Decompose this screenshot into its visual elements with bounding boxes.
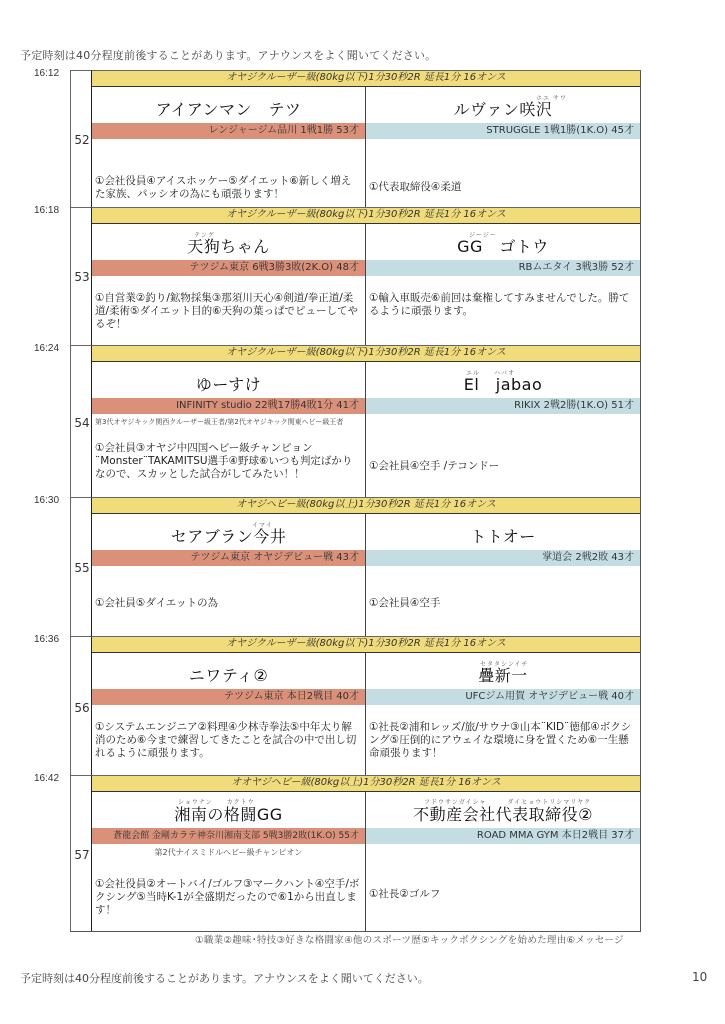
bout-card [92, 345, 641, 497]
fighter-profile: ①輸入車販売⑥前回は棄権してすみませんでした。勝てるように頑張ります。 [369, 292, 630, 317]
fighter-profile: ①会社員⑤ダイエットの為 [95, 597, 218, 609]
bout-number-cell [70, 207, 92, 345]
fighter-furigana: エル ハバオ [466, 370, 516, 377]
gym-record: STRUGGLE 1戦1勝(1K.O) 45才 [366, 123, 640, 139]
bout-54 [0, 345, 725, 497]
fighter-furigana: ショウナン カクトウ [178, 799, 255, 806]
right-fighter [366, 792, 640, 931]
fighter-profile: ①代表取締役④柔道 [369, 181, 462, 193]
bout-number: 55 [74, 561, 90, 575]
bout-55 [0, 497, 725, 636]
right-fighter [366, 653, 640, 775]
gym-record: 掌道会 2戦2敗 43才 [366, 550, 640, 566]
gym-record: INFINITY studio 22戦17勝4敗1分 41才 [92, 398, 365, 414]
bout-number-cell [70, 70, 92, 207]
bout-57 [0, 775, 725, 931]
fighter-furigana: イマイ [252, 522, 273, 529]
fighter-profile: ①自営業②釣り/鉱物採集③那須川天心④剣道/拳正道/柔道/柔術⑤ダイエット目的⑥天狗の葉っぱでピューしてやるぞ！ [95, 292, 359, 330]
bout-time: 16:36 [34, 634, 60, 645]
division-bar: オヤジクルーザー級(80kg以下)1分30秒2R 延長1分 16オンス [92, 71, 640, 87]
fighter-name: 湘南の格闘GG [174, 805, 283, 824]
bout-number-cell [70, 636, 92, 775]
fighter-name: GG ゴトウ [457, 237, 549, 256]
fighter-furigana: フドウサンガイシャ ダイヒョウトリシマリヤク [424, 799, 592, 806]
right-fighter [366, 87, 640, 207]
bout-time: 16:12 [34, 68, 60, 79]
bout-number: 53 [74, 270, 90, 284]
bout-time: 16:42 [34, 773, 60, 784]
right-fighter [366, 362, 640, 497]
gym-record: テツジム東京 オヤジデビュー戦 43才 [92, 550, 365, 566]
division-bar: オヤジヘビー級(80kg以上)1分30秒2R 延長1分 16オンス [92, 498, 640, 514]
left-fighter [92, 224, 366, 345]
bout-card [92, 70, 641, 207]
fighter-profile: ①会社員④空手 /テコンドー [369, 460, 500, 472]
bout-card [92, 497, 641, 636]
schedule-notice-bottom: 予定時刻は40分程度前後することがあります。アナウンスをよく聞いてください。 [20, 972, 429, 985]
fighter-furigana: テング [194, 232, 215, 239]
gym-record: RBムエタイ 3戦3勝 52才 [366, 260, 640, 276]
fighter-name: セアブラン今井 [170, 527, 287, 546]
fighter-profile: ①会社役員②オートバイ/ゴルフ③マークハント④空手/ボクシング⑤当時K-1が全盛期だったので⑥1から出直します！ [95, 878, 360, 916]
left-fighter [92, 792, 366, 931]
bout-52 [0, 70, 725, 207]
bout-53 [0, 207, 725, 345]
right-fighter [366, 514, 640, 636]
bout-56 [0, 636, 725, 775]
fighter-profile: ①システムエンジニア②料理④少林寺拳法⑤中年太り解消のため⑥今まで練習してきたことを試合の中で出し切れるように頑張ります。 [95, 721, 357, 759]
fighter-furigana: ジージー [469, 232, 497, 239]
bout-card [92, 636, 641, 775]
left-fighter [92, 362, 366, 497]
division-bar: オヤジクルーザー級(80kg以下)1分30秒2R 延長1分 16オンス [92, 208, 640, 224]
gym-record: ROAD MMA GYM 本日2戦目 37才 [366, 828, 640, 844]
right-fighter [366, 224, 640, 345]
fighter-title: 第3代オヤジキック関西クルーザー級王者/第2代オヤジキック関東ヘビー級王者 [95, 418, 344, 426]
gym-record: 蒼龍会館 金剛カラテ神奈川湘南支部 5戦3勝2敗(1K.O) 55才 [92, 828, 365, 844]
fighter-profile: ①会社員④空手 [369, 597, 441, 609]
bout-card [92, 207, 641, 345]
gym-record: UFCジム用賀 オヤジデビュー戦 40才 [366, 689, 640, 705]
fighter-name: トトオー [470, 527, 536, 546]
bout-number-cell [70, 775, 92, 931]
gym-record: RIKIX 2戦2勝(1K.O) 51才 [366, 398, 640, 414]
bout-number: 54 [74, 416, 90, 430]
fighter-name: El jabao [463, 375, 543, 394]
page-number: 10 [692, 970, 708, 984]
left-fighter [92, 87, 366, 207]
profile-legend: ①職業②趣味･特技③好きな格闘家④他のスポーツ歴⑤キックボクシングを始めた理由⑥メッセージ [195, 935, 624, 946]
bout-number-cell [70, 345, 92, 497]
fighter-profile: ①社長②浦和レッズ/旅/サウナ③山本¨KID¨徳郁④ボクシング⑤圧倒的にアウェイな環境に身を置くため⑥一生懸命頑張ります！ [369, 721, 632, 759]
fighter-profile: ①社長②ゴルフ [369, 888, 441, 900]
bout-time: 16:18 [34, 205, 60, 216]
fighter-name: 疊新一 [478, 666, 528, 685]
bout-number: 57 [74, 848, 90, 862]
schedule-notice-top: 予定時刻は40分程度前後することがあります。アナウンスをよく聞いてください。 [20, 49, 437, 62]
gym-record: テツジム東京 本日2戦目 40才 [92, 689, 365, 705]
division-bar: オヤジクルーザー級(80kg以下)1分30秒2R 延長1分 16オンス [92, 637, 640, 653]
left-fighter [92, 653, 366, 775]
fighter-furigana: セタタシンイチ [480, 661, 529, 668]
bout-number: 52 [74, 133, 90, 147]
fighter-profile: ①会社役員④アイスホッケー⑤ダイエット⑥新しく増えた家族、パッシオの為にも頑張ります！ [95, 175, 352, 200]
bout-time: 16:30 [34, 495, 60, 506]
fighter-name: 天狗ちゃん [187, 237, 270, 256]
bout-number: 56 [74, 701, 90, 715]
division-bar: オオヤジヘビー級(80kg以上)1分30秒2R 延長1分 16オンス [92, 776, 640, 792]
fighter-title: 第2代ナイスミドルヘビー級チャンピオン [154, 848, 303, 857]
fighter-name: ルヴァン咲沢 [453, 100, 553, 119]
left-fighter [92, 514, 366, 636]
bout-time: 16:24 [34, 343, 60, 354]
fighter-name: 不動産会社代表取締役② [413, 805, 593, 824]
bout-card [92, 775, 641, 931]
gym-record: テツジム東京 6戦3勝3敗(2K.O) 48才 [92, 260, 365, 276]
bout-number-cell [70, 497, 92, 636]
division-bar: オヤジクルーザー級(80kg以下)1分30秒2R 延長1分 16オンス [92, 346, 640, 362]
gym-record: レンジャージム品川 1戦1勝 53才 [92, 123, 365, 139]
fighter-name: アイアンマン テツ [155, 100, 302, 119]
fighter-name: ニワティ② [188, 666, 269, 685]
fighter-profile: ①会社員③オヤジ中四国ヘビー級チャンピョン¨Monster¨TAKAMITSU選手④野球⑥いつも判定ばかりなので、スカッとした試合がしてみたい！！ [95, 442, 353, 480]
fighter-name: ゆーすけ [195, 375, 262, 394]
fighter-furigana: ホエ サワ [536, 95, 567, 102]
